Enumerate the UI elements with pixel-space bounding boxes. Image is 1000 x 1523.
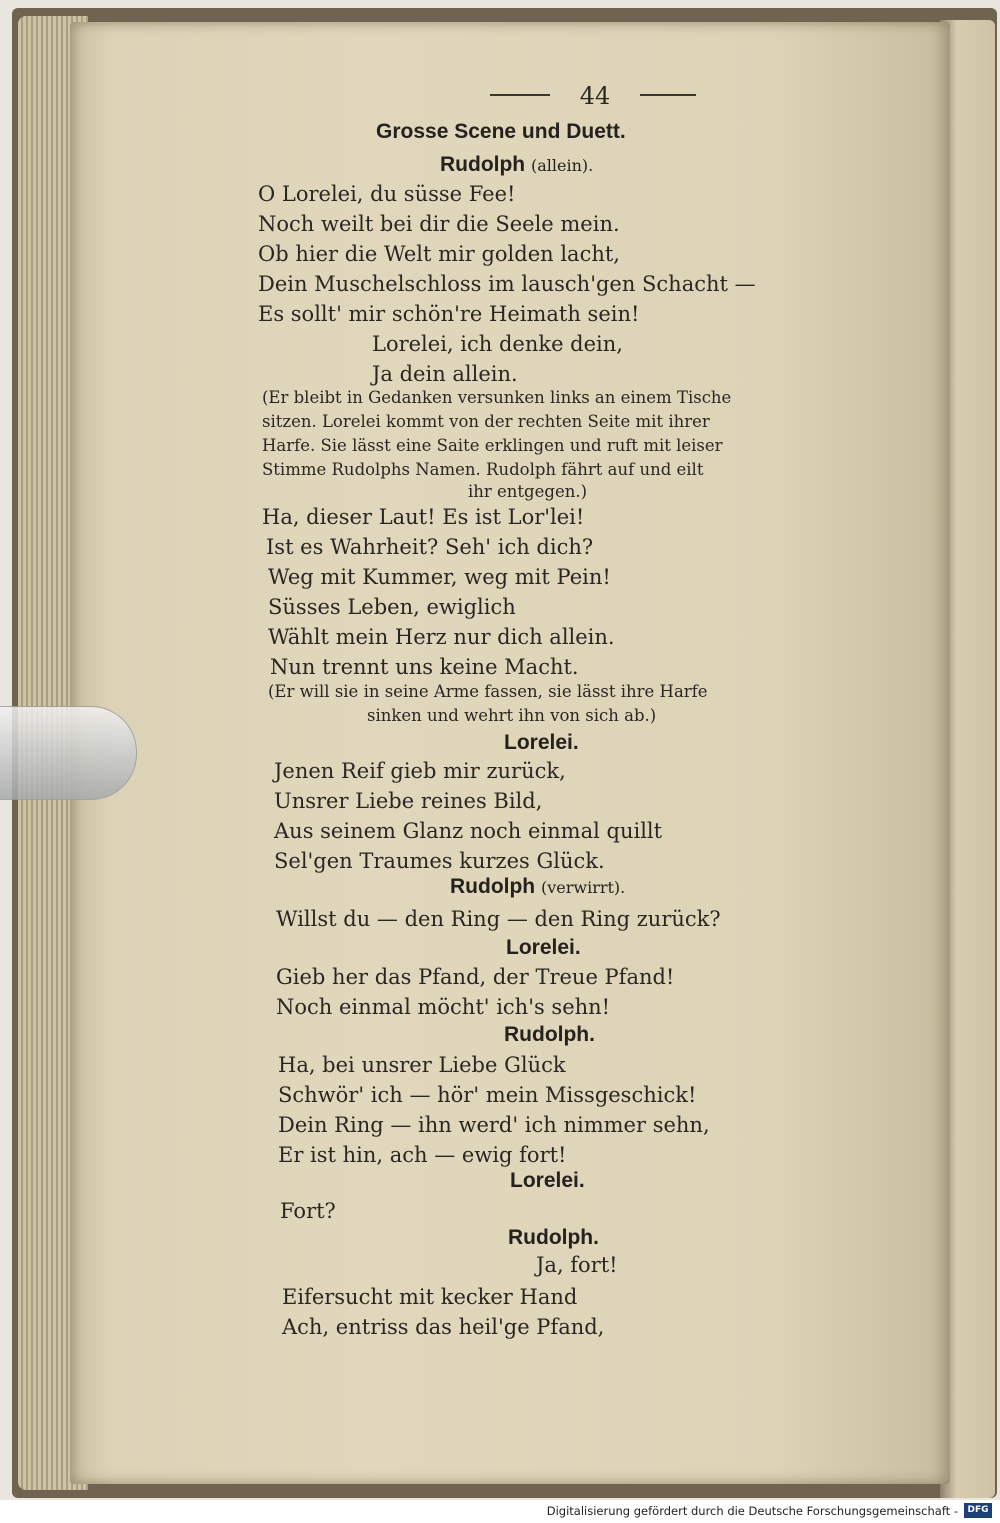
verse-line: Aus seinem Glanz noch einmal quillt <box>274 819 663 843</box>
verse-line: Sel'gen Traumes kurzes Glück. <box>274 849 605 873</box>
speaker-heading: Lorelei. <box>510 1169 585 1192</box>
speaker-heading: Rudolph. <box>504 1023 595 1046</box>
verse-line: Ist es Wahrheit? Seh' ich dich? <box>266 535 594 559</box>
verse-line: Eifersucht mit kecker Hand <box>282 1285 578 1309</box>
verse-line: Willst du — den Ring — den Ring zurück? <box>276 907 721 931</box>
page-header <box>490 82 700 112</box>
verse-line: Ach, entriss das heil'ge Pfand, <box>282 1315 605 1339</box>
speaker-heading: Lorelei. <box>504 731 579 754</box>
speaker-heading: Lorelei. <box>506 936 581 959</box>
verse-line: Jenen Reif gieb mir zurück, <box>274 759 566 783</box>
verse-line: Es sollt' mir schön're Heimath sein! <box>258 302 640 326</box>
verse-line: Ja, fort! <box>536 1253 618 1277</box>
verse-line: Ja dein allein. <box>372 362 518 386</box>
verse-line: Fort? <box>280 1199 336 1223</box>
header-rule-left <box>490 94 550 96</box>
verse-line: Gieb her das Pfand, der Treue Pfand! <box>276 965 675 989</box>
verse-line: Wählt mein Herz nur dich allein. <box>268 625 615 649</box>
verse-line: Dein Muschelschloss im lausch'gen Schacht — <box>258 272 756 296</box>
verse-line: Weg mit Kummer, weg mit Pein! <box>268 565 611 589</box>
stage-direction: (Er will sie in seine Arme fassen, sie lässt ihre Harfe <box>268 682 708 701</box>
verse-line: Ha, bei unsrer Liebe Glück <box>278 1053 566 1077</box>
page-number: 44 <box>579 82 611 110</box>
header-rule-right <box>640 94 696 96</box>
speaker-note: (verwirrt). <box>540 878 626 897</box>
stage-direction: sitzen. Lorelei kommt von der rechten Seite mit ihrer <box>262 412 710 431</box>
dfg-logo: DFG <box>964 1503 992 1518</box>
speaker-heading: Rudolph. <box>508 1226 599 1249</box>
verse-line: O Lorelei, du süsse Fee! <box>258 182 516 206</box>
speaker-name: Rudolph <box>440 153 526 176</box>
book-page <box>70 22 950 1484</box>
footer-bar <box>0 1500 1000 1523</box>
stage-direction: Harfe. Sie lässt eine Saite erklingen und ruft mit leiser <box>262 436 723 455</box>
verse-line: Er ist hin, ach — ewig fort! <box>278 1143 567 1167</box>
verse-line: Schwör' ich — hör' mein Missgeschick! <box>278 1083 697 1107</box>
speaker-heading <box>440 152 593 179</box>
stage-direction: ihr entgegen.) <box>468 482 588 501</box>
speaker-name: Rudolph <box>450 875 536 898</box>
verse-line: Lorelei, ich denke dein, <box>372 332 623 356</box>
stage-direction: (Er bleibt in Gedanken versunken links an einem Tische <box>262 388 732 407</box>
verse-line: Ha, dieser Laut! Es ist Lor'lei! <box>262 505 585 529</box>
verse-line: Noch weilt bei dir die Seele mein. <box>258 212 620 236</box>
bookmark-clip <box>0 706 137 800</box>
verse-line: Nun trennt uns keine Macht. <box>270 655 579 679</box>
speaker-note: (allein). <box>530 156 594 175</box>
speaker-heading <box>450 874 625 901</box>
stage-direction: sinken und wehrt ihn von sich ab.) <box>367 706 657 725</box>
verse-line: Dein Ring — ihn werd' ich nimmer sehn, <box>278 1113 710 1137</box>
verse-line: Ob hier die Welt mir golden lacht, <box>258 242 620 266</box>
scene-heading: Grosse Scene und Duett. <box>376 120 626 143</box>
verse-line: Süsses Leben, ewiglich <box>268 595 516 619</box>
stage-direction: Stimme Rudolphs Namen. Rudolph fährt auf und eilt <box>262 460 704 479</box>
verse-line: Unsrer Liebe reines Bild, <box>274 789 543 813</box>
funding-credit: Digitalisierung gefördert durch die Deutsche Forschungsgemeinschaft - <box>546 1504 958 1518</box>
verse-line: Noch einmal möcht' ich's sehn! <box>276 995 611 1019</box>
